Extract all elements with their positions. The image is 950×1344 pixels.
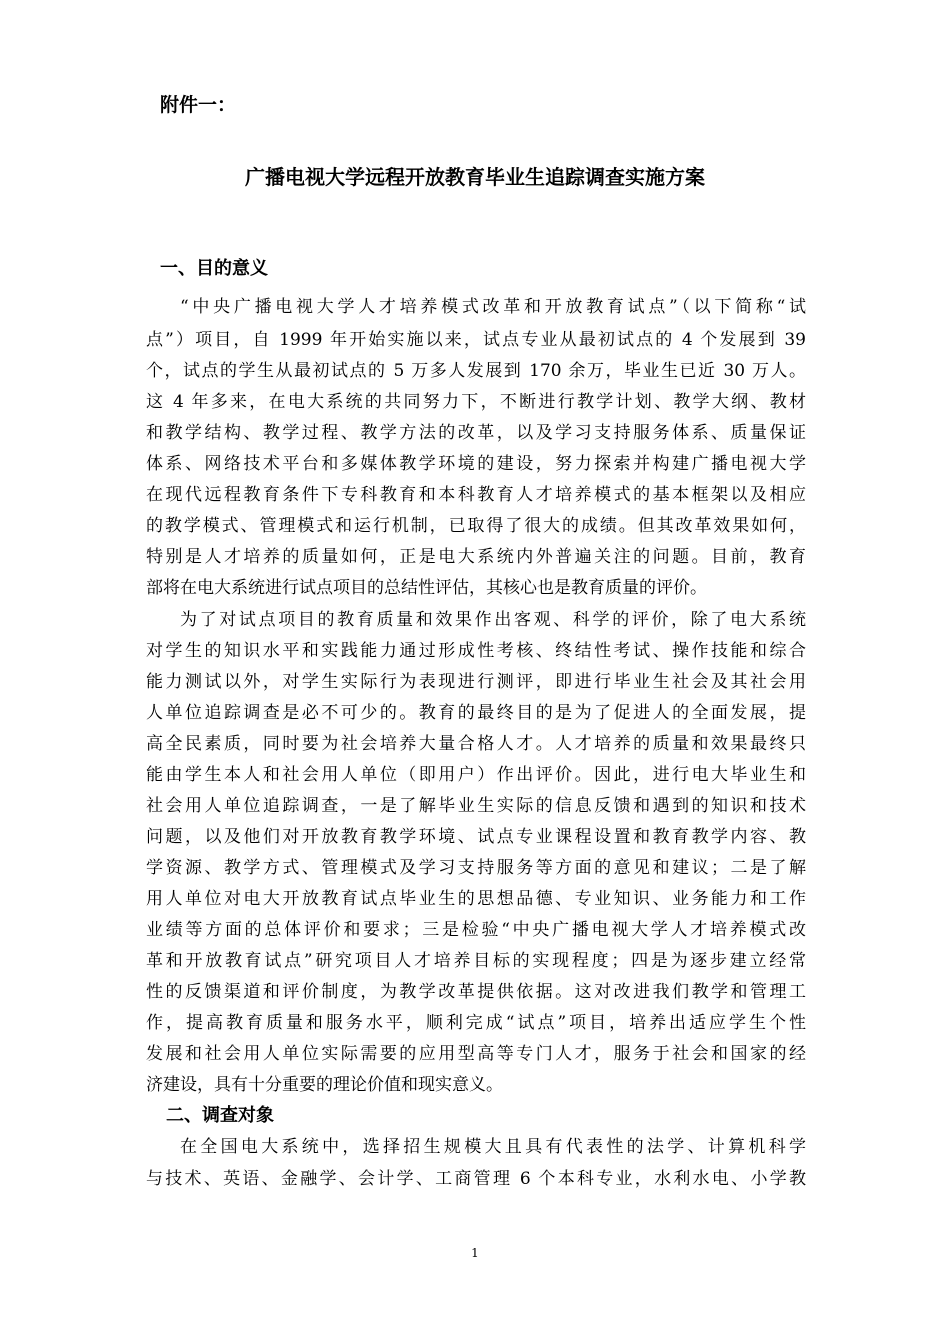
attachment-label: 附件一： xyxy=(160,94,237,116)
paragraph-line: 问题，以及他们对开放教育教学环境、试点专业课程设置和教育教学内容、教 xyxy=(146,827,806,847)
paragraph-line: 体系、网络技术平台和多媒体教学环境的建设，努力探索并构建广播电视大学 xyxy=(146,454,806,474)
paragraph-line: 的教学模式、管理模式和运行机制，已取得了很大的成绩。但其改革效果如何， xyxy=(146,516,806,536)
paragraph-line: 个，试点的学生从最初试点的 5 万多人发展到 170 余万，毕业生已近 30 万人。 xyxy=(146,361,806,381)
paragraph-line: 用人单位对电大开放教育试点毕业生的思想品德、专业知识、业务能力和工作 xyxy=(146,889,806,909)
paragraph-line: 济建设，具有十分重要的理论价值和现实意义。 xyxy=(146,1075,503,1095)
paragraph-line: 与技术、英语、金融学、会计学、工商管理 6 个本科专业，水利水电、小学教 xyxy=(146,1169,806,1189)
paragraph-line: 能力测试以外，对学生实际行为表现进行测评，即进行毕业生社会及其社会用 xyxy=(146,672,806,692)
paragraph-line: 特别是人才培养的质量如何，正是电大系统内外普遍关注的问题。目前，教育 xyxy=(146,547,806,567)
paragraph-line: 对学生的知识水平和实践能力通过形成性考核、终结性考试、操作技能和综合 xyxy=(146,641,806,661)
paragraph-line: 高全民素质，同时要为社会培养大量合格人才。人才培养的质量和效果最终只 xyxy=(146,734,806,754)
paragraph-line: 学资源、教学方式、管理模式及学习支持服务等方面的意见和建议；二是了解 xyxy=(146,858,806,878)
paragraph-line: 人单位追踪调查是必不可少的。教育的最终目的是为了促进人的全面发展，提 xyxy=(146,703,806,723)
section-heading-purpose: 一、目的意义 xyxy=(160,258,268,279)
paragraph-line: 革和开放教育试点”研究项目人才培养目标的实现程度；四是为逐步建立经常 xyxy=(146,951,806,971)
section-heading-subjects: 二、调查对象 xyxy=(166,1105,274,1126)
paragraph-line: 部将在电大系统进行试点项目的总结性评估，其核心也是教育质量的评价。 xyxy=(146,578,707,598)
paragraph-line: 点”）项目，自 1999 年开始实施以来，试点专业从最初试点的 4 个发展到 39 xyxy=(146,330,806,350)
paragraph-line: 在现代远程教育条件下专科教育和本科教育人才培养模式的基本框架以及相应 xyxy=(146,485,806,505)
paragraph-line: 性的反馈渠道和评价制度，为教学改革提供依据。这对改进我们教学和管理工 xyxy=(146,982,806,1002)
paragraph-line: 为了对试点项目的教育质量和效果作出客观、科学的评价，除了电大系统 xyxy=(180,610,806,630)
paragraph-line: 在全国电大系统中，选择招生规模大且具有代表性的法学、计算机科学 xyxy=(180,1137,806,1157)
page-title: 广播电视大学远程开放教育毕业生追踪调查实施方案 xyxy=(245,165,705,189)
paragraph-line: 业绩等方面的总体评价和要求；三是检验“中央广播电视大学人才培养模式改 xyxy=(146,920,806,940)
paragraph-line: 能由学生本人和社会用人单位（即用户）作出评价。因此，进行电大毕业生和 xyxy=(146,765,806,785)
paragraph-line: 这 4 年多来，在电大系统的共同努力下，不断进行教学计划、教学大纲、教材 xyxy=(146,392,806,412)
paragraph-line: 和教学结构、教学过程、教学方法的改革，以及学习支持服务体系、质量保证 xyxy=(146,423,806,443)
paragraph-line: 作，提高教育质量和服务水平，顺利完成“试点”项目，培养出适应学生个性 xyxy=(146,1013,806,1033)
paragraph-line: 发展和社会用人单位实际需要的应用型高等专门人才，服务于社会和国家的经 xyxy=(146,1044,806,1064)
page-number: 1 xyxy=(471,1246,479,1260)
paragraph-line: “中央广播电视大学人才培养模式改革和开放教育试点”（以下简称“试 xyxy=(180,297,806,317)
paragraph-line: 社会用人单位追踪调查，一是了解毕业生实际的信息反馈和遇到的知识和技术 xyxy=(146,796,806,816)
